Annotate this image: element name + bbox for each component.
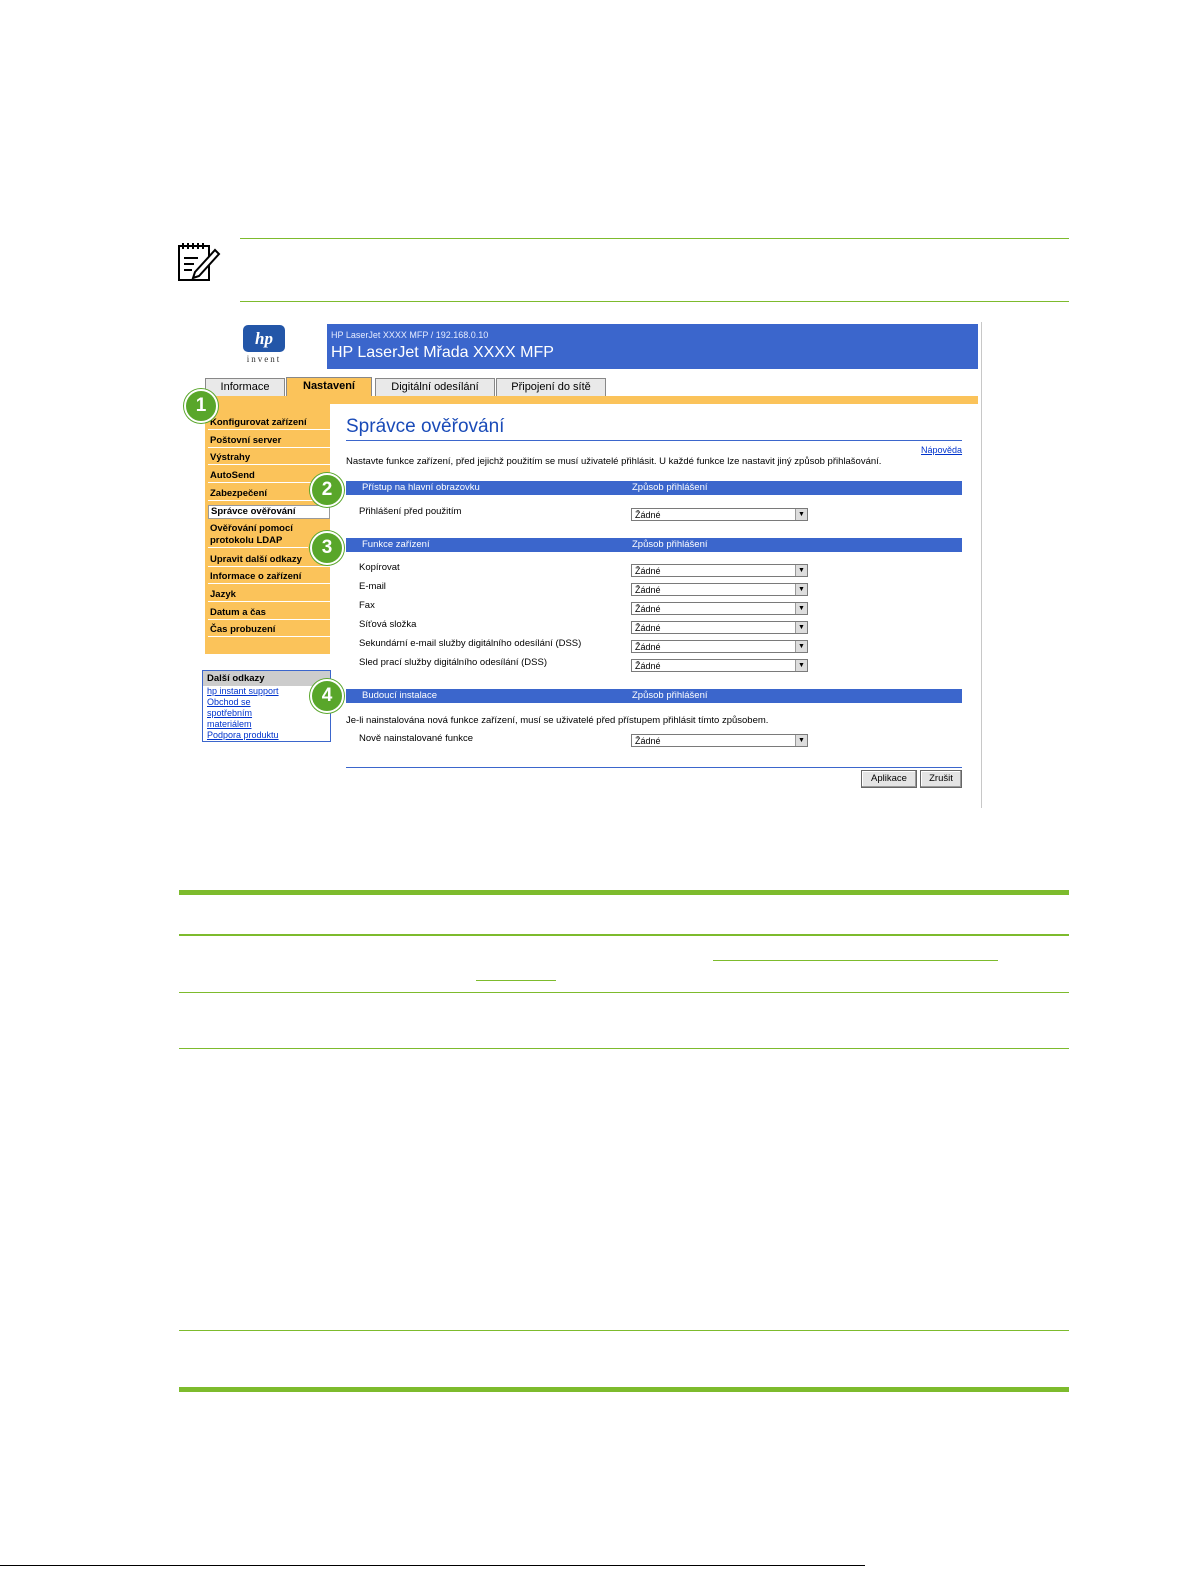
note-bottom-rule: [240, 301, 1069, 302]
table-top-rule: [179, 890, 1069, 895]
sidebar-item-konfigurovat[interactable]: Konfigurovat zařízení: [208, 417, 330, 430]
select-value: Žádné: [635, 736, 661, 746]
row-label-dss-email: Sekundární e-mail služby digitálního odesílání (DSS): [359, 638, 582, 649]
select-kopirovat[interactable]: [631, 564, 808, 577]
section-header-future-installs: [346, 689, 962, 703]
tab-pripojeni-do-site[interactable]: Připojení do sítě: [496, 378, 606, 396]
tab-informace[interactable]: Informace: [205, 378, 285, 396]
future-install-note: Je-li nainstalována nová funkce zařízení, musí se uživatelé před přístupem přihlásit tímto způsobem.: [346, 715, 769, 726]
select-value: Žádné: [635, 585, 661, 595]
row-label-dss-workflow: Sled prací služby digitálního odesílání (DSS): [359, 657, 547, 668]
note-icon: [177, 240, 221, 282]
sidebar-item-jazyk[interactable]: Jazyk: [208, 589, 330, 602]
callout-3: 3: [310, 531, 344, 565]
sidebar-item-upravit-odkazy[interactable]: Upravit další odkazy: [208, 554, 330, 567]
callout-4: 4: [310, 679, 344, 713]
section-method-header: Způsob přihlášení: [632, 539, 708, 550]
select-fax[interactable]: [631, 602, 808, 615]
chevron-down-icon: ▼: [795, 660, 807, 671]
form-bottom-rule: [346, 767, 962, 768]
chevron-down-icon: ▼: [795, 622, 807, 633]
row-label-email: E-mail: [359, 581, 386, 592]
chevron-down-icon: ▼: [795, 641, 807, 652]
select-value: Žádné: [635, 623, 661, 633]
section-title: Funkce zařízení: [362, 539, 430, 550]
screenshot-border: [981, 322, 982, 808]
device-address: HP LaserJet XXXX MFP / 192.168.0.10: [331, 330, 489, 340]
device-title: HP LaserJet Mřada XXXX MFP: [331, 344, 554, 361]
section-method-header: Způsob přihlášení: [632, 690, 708, 701]
select-value: Žádné: [635, 661, 661, 671]
note-top-rule: [240, 238, 1069, 239]
section-title: Přístup na hlavní obrazovku: [362, 482, 480, 493]
other-links-header: Další odkazy: [203, 671, 330, 686]
section-header-main-screen: [346, 481, 962, 495]
section-method-header: Způsob přihlášení: [632, 482, 708, 493]
select-sitova-slozka[interactable]: [631, 621, 808, 634]
select-value: Žádné: [635, 510, 661, 520]
row-label-kopirovat: Kopírovat: [359, 562, 400, 573]
sidebar-item-autosend[interactable]: AutoSend: [208, 470, 330, 483]
table-link-underline: [713, 960, 998, 961]
page-title: Správce ověřování: [346, 416, 505, 437]
select-email[interactable]: [631, 583, 808, 596]
chevron-down-icon: ▼: [795, 565, 807, 576]
row-label-fax: Fax: [359, 600, 375, 611]
sidebar-item-cas-probuzeni[interactable]: Čas probuzení: [208, 624, 330, 637]
chevron-down-icon: ▼: [795, 509, 807, 520]
table-row-rule: [179, 992, 1069, 993]
tab-nastaveni[interactable]: Nastavení: [286, 377, 372, 397]
chevron-down-icon: ▼: [795, 584, 807, 595]
select-dss-workflow[interactable]: [631, 659, 808, 672]
link-obchod[interactable]: Obchod se spotřebním materiálem: [207, 697, 253, 729]
sidebar-item-spravce-overovani[interactable]: Správce ověřování: [208, 505, 330, 519]
section-title: Budoucí instalace: [362, 690, 437, 701]
row-label-sitova-slozka: Síťová složka: [359, 619, 417, 630]
table-link-underline: [476, 980, 556, 981]
header-banner: [327, 324, 978, 369]
select-value: Žádné: [635, 604, 661, 614]
table-row-rule: [179, 1048, 1069, 1049]
select-new-functions[interactable]: [631, 734, 808, 747]
help-link[interactable]: Nápověda: [921, 445, 963, 455]
sidebar-item-ldap[interactable]: Ověřování pomocí protokolu LDAP: [208, 523, 308, 548]
title-rule: [346, 440, 962, 441]
other-links-box: [202, 670, 331, 742]
hp-tagline: invent: [246, 354, 282, 364]
row-label-new-functions: Nově nainstalované funkce: [359, 733, 474, 744]
callout-1: 1: [184, 389, 218, 423]
chevron-down-icon: ▼: [795, 735, 807, 746]
intro-text: Nastavte funkce zařízení, před jejichž použitím se musí uživatelé přihlásit. U každé funkce lze nastavit jiný způsob přihlašování.: [346, 456, 882, 467]
sidebar: [205, 404, 330, 654]
sidebar-item-postovni-server[interactable]: Poštovní server: [208, 435, 330, 448]
callout-2: 2: [310, 473, 344, 507]
sidebar-item-vystrahy[interactable]: Výstrahy: [208, 452, 330, 465]
hp-logo[interactable]: hp: [243, 325, 285, 352]
select-value: Žádné: [635, 566, 661, 576]
tab-digitalni-odesilani[interactable]: Digitální odesílání: [375, 378, 495, 396]
link-podpora[interactable]: Podpora produktu: [207, 730, 279, 740]
section-header-device-functions: [346, 538, 962, 552]
sidebar-item-datum-cas[interactable]: Datum a čas: [208, 607, 330, 620]
apply-button[interactable]: Aplikace: [861, 770, 917, 788]
row-label: Přihlášení před použitím: [359, 506, 462, 517]
table-bottom-rule: [179, 1387, 1069, 1392]
footer-rule: [0, 1565, 865, 1566]
link-hp-instant-support[interactable]: hp instant support: [207, 686, 279, 696]
select-value: Žádné: [635, 642, 661, 652]
login-method-select[interactable]: [631, 508, 808, 521]
sidebar-item-zabezpeceni[interactable]: Zabezpečení: [208, 488, 330, 501]
tab-underline: [205, 396, 978, 404]
table-row-rule: [179, 1330, 1069, 1331]
chevron-down-icon: ▼: [795, 603, 807, 614]
sidebar-item-informace-o-zarizeni[interactable]: Informace o zařízení: [208, 571, 330, 584]
select-dss-email[interactable]: [631, 640, 808, 653]
cancel-button[interactable]: Zrušit: [920, 770, 962, 788]
table-header-rule: [179, 934, 1069, 936]
